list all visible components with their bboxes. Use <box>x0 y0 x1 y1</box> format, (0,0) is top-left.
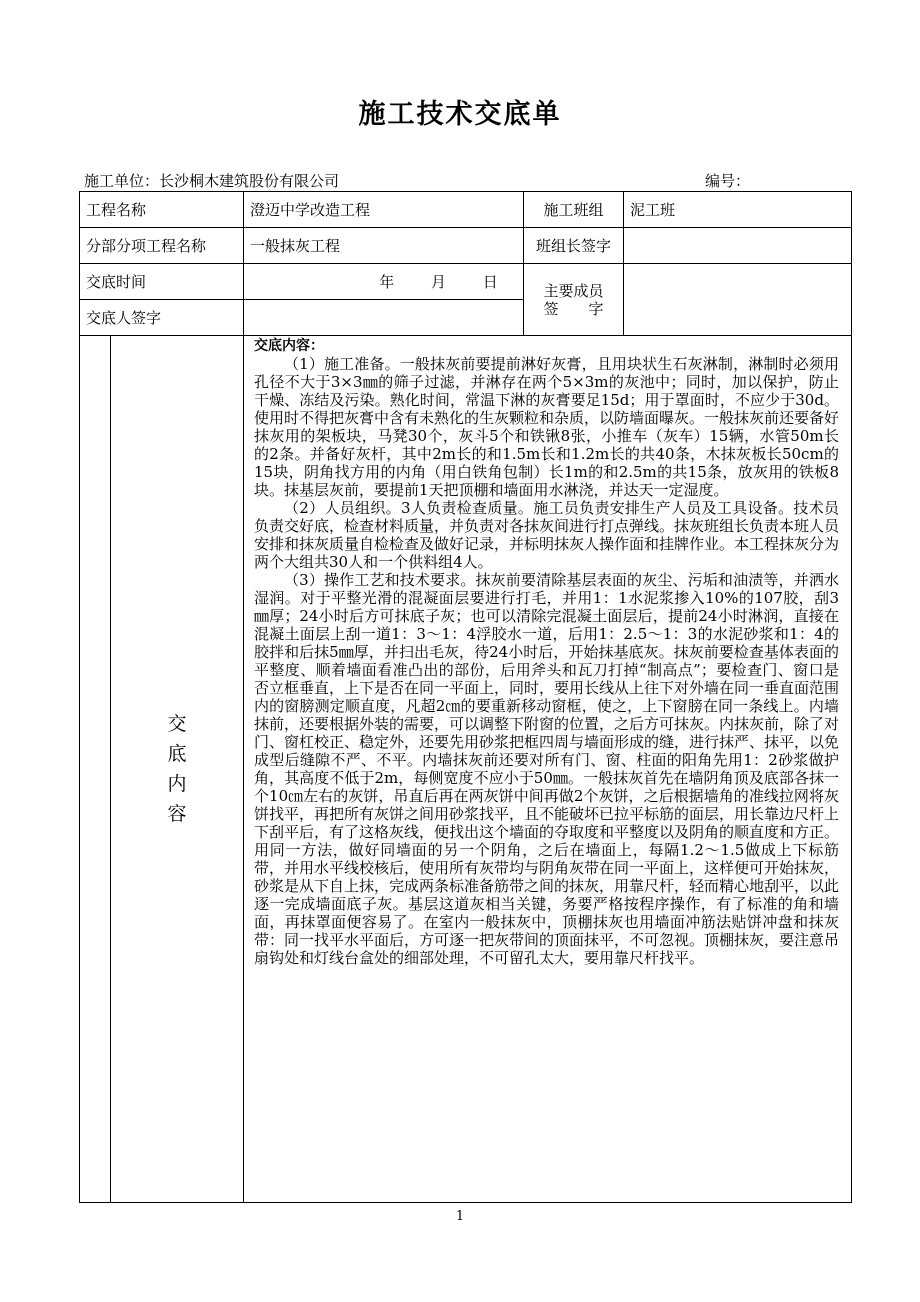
project-name-label: 工程名称 <box>80 192 244 228</box>
disclosure-time-label: 交底时间 <box>80 264 244 300</box>
page-title: 施工技术交底单 <box>358 99 562 130</box>
members-sign-label <box>524 264 624 336</box>
content-side-char-2: 底 <box>167 743 187 765</box>
discloser-sign-value <box>244 300 524 336</box>
row-content <box>80 336 852 1203</box>
content-side-spacer <box>80 336 244 1203</box>
leader-sign-value <box>624 228 852 264</box>
content-side-char-4: 容 <box>167 803 187 825</box>
subproject-label: 分部分项工程名称 <box>80 228 244 264</box>
disclosure-form-table <box>79 191 852 1203</box>
document-number-label: 编号： <box>705 172 751 190</box>
subproject-value: 一般抹灰工程 <box>244 228 524 264</box>
content-side-label <box>111 709 243 829</box>
page-number: 1 <box>455 1209 465 1224</box>
members-label-line1: 主要成员 <box>543 281 604 300</box>
leader-sign-label: 班组长签字 <box>524 228 624 264</box>
content-side-label-box <box>110 336 243 1202</box>
members-sign-value <box>624 264 852 336</box>
team-label: 施工班组 <box>524 192 624 228</box>
paragraph-process: （3）操作工艺和技术要求。抹灰前要清除基层表面的灰尘、污垢和油渍等，并洒水湿润。对于平整光滑的混凝面层要进行打毛，并用1：1水泥浆掺入10%的107胶，刮3㎜厚；24小时后方可抹底子灰；也可以清除完混凝土面层后，提前24小时淋润，直接在混凝土面层上刮一道1：3～1：4浮胶水一道，后用1：2.5～1：3的水泥砂浆和1：4的胶拌和后抹5㎜厚，并扫出毛灰，待24小时后，开始抹基底灰。抹灰前要检查基体表面的平整度、顺着墙面看准凸出的部份，后用斧头和瓦刀打掉“制高点”；要检查门、窗口是否立框垂直，上下是否在同一平面上，同时，要用长线从上往下对外墙在同一垂直面范围内的窗膀测定顺直度，凡超2㎝的要重新移动窗框，使之，上下窗膀在同一条线上。内墙抹前，还要根据外装的需要，可以调整下附窗的位置，之后方可抹灰。内抹灰前，除了对门、窗杠校正、稳定外，还要先用砂浆把框四周与墙面形成的缝，进行抹严、抹平，以免成型后缝隙不严、不平。内墙抹灰前还要对所有门、窗、柱面的阳角先用1：2砂浆做护角，其高度不低于2m，每侧宽度不应小于50㎜。一般抹灰首先在墙阴角顶及底部各抹一个10㎝左右的灰饼，吊直后再在两灰饼中间再做2个灰饼，之后根据墙角的准线拉网将灰饼找平，再把所有灰饼之间用砂浆找平，且不能破坏已拉平标筋的面层，用长靠边尺杆上下刮平后，有了这格灰线，便找出这个墙面的夺取度和平整度以及阴角的顺直度和方正。用同一方法，做好同墙面的另一个阴角，之后在墙面上，每隔1.2～1.5做成上下标筋带，并用水平线校核后，使用所有灰带均与阴角灰带在同一平面上，这样便可开始抹灰，砂浆是从下自上抹，完成两条标准备筋带之间的抹灰，用靠尺杆，轻而精心地刮平，以此逐一完成墙面底子灰。基层这道灰相当关键，务要严格按程序操作，有了标准的角和墙面，再抹罩面便容易了。在室内一般抹灰中，顶棚抹灰也用墙面冲筋法贴饼冲盘和抹灰带：同一找平水平面后，方可逐一把灰带间的顶面抹平，不可忽视。顶棚抹灰，要注意吊扇钩处和灯线台盒处的细部处理，不可留孔太大，要用靠尺杆找平。 <box>254 570 840 967</box>
disclosure-content <box>244 336 852 1203</box>
row-project-name <box>80 192 852 228</box>
construction-unit: 施工单位：长沙桐木建筑股份有限公司 <box>84 172 340 190</box>
row-time <box>80 264 852 300</box>
team-value: 泥工班 <box>624 192 852 228</box>
content-heading: 交底内容： <box>254 338 324 354</box>
row-subproject <box>80 228 852 264</box>
discloser-sign-label: 交底人签字 <box>80 300 244 336</box>
date-month: 月 <box>430 272 446 291</box>
date-day: 日 <box>482 272 498 291</box>
members-label-line2: 签 字 <box>543 299 604 318</box>
project-name-value: 澄迈中学改造工程 <box>244 192 524 228</box>
content-side-char-3: 内 <box>167 773 187 795</box>
paragraph-staffing: （2）人员组织。3人负责检查质量。施工员负责安排生产人员及工具设备。技术员负责交好底，检查材料质量，并负责对各抹灰间进行打点弹线。抹灰班组长负责本班人员安排和抹灰质量自检检查及做好记录，并标明抹灰人操作面和挂牌作业。本工程抹灰分为两个大组共30人和一个供料组4人。 <box>254 498 840 571</box>
disclosure-date-field <box>244 264 524 300</box>
date-year: 年 <box>379 272 395 291</box>
paragraph-preparation: （1）施工准备。一般抹灰前要提前淋好灰膏，且用块状生石灰淋制，淋制时必须用孔径不大于3×3㎜的筛子过滤，并淋存在两个5×3m的灰池中；同时，加以保护，防止干燥、冻结及污染。熟化时间，常温下淋的灰膏要足15d；用于罩面时，不应少于30d。使用时不得把灰膏中含有未熟化的生灰颗粒和杂质，以防墙面曝灰。一般抹灰前还要备好抹灰用的架板块，马凳30个，灰斗5个和铁锹8张，小推车（灰车）15辆，水管50m长的2条。并备好灰杆，其中2m长的和1.5m长和1.2m长的共40条，木抹灰板长50cm的15块，阴角找方用的内角（用白铁角包制）长1m的和2.5m的共15条，放灰用的铁板8块。抹基层灰前，要提前1天把顶棚和墙面用水淋浇，并达天一定湿度。 <box>254 354 840 499</box>
content-side-char-1: 交 <box>167 713 187 735</box>
